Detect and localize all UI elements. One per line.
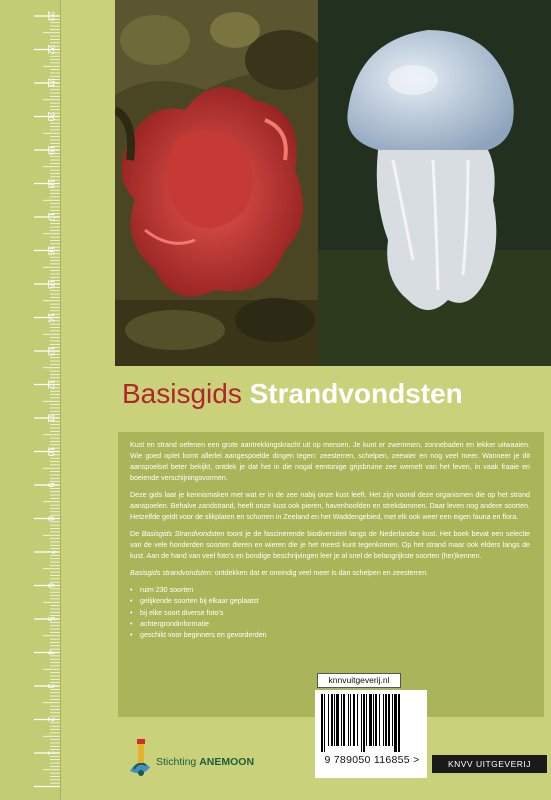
feature-list: [130, 585, 530, 641]
barcode-bar: [369, 694, 372, 746]
barcode-bar: [398, 694, 400, 752]
paragraph-4: [130, 568, 530, 579]
title-part2: Strandvondsten: [249, 378, 463, 409]
paragraph-4-rest: ontdekken dat er oneindig veel meer is dan schelpen en zeesterren.: [212, 569, 429, 577]
ruler-number: 15: [46, 278, 56, 290]
feature-item: • geschikt voor beginners en gevorderden: [130, 630, 530, 641]
ruler-number: 18: [46, 178, 56, 189]
paragraph-1: Kust en strand oefenen een grote aantrekkingskracht uit op mensen. Je kunt er zwemmen, zonnebaden en lekker uitwaaien. Wie goed oplet komt allerlei aangespoelde dingen tegen: zeesterren, schelpen, zeewier en nog veel meer. Wanneer je dit aanspoelsel beter bekijkt, ontdek je dat het in die nogal eentonige grijsbruine zee wemelt van het leven, in vaak fraaie en boeiende verschijningsvormen.: [130, 441, 530, 482]
book-title: [122, 378, 542, 410]
ruler-number: 17: [46, 211, 56, 223]
barcode-bar: [341, 694, 342, 746]
ruler-number: 9: [46, 482, 56, 488]
title-part1: Basisgids: [122, 378, 242, 409]
ruler-number: 20: [46, 111, 56, 122]
jellyfish-photo: [318, 0, 551, 366]
ruler-number: 14: [46, 312, 56, 323]
ruler-number: 13: [46, 345, 56, 357]
publisher-logo: KNVV UITGEVERIJ: [432, 755, 547, 773]
description-text: [130, 440, 530, 641]
barcode-bars: [321, 694, 421, 752]
ruler-number: 1: [46, 750, 56, 756]
feature-item: • ruim 230 soorten: [130, 585, 530, 596]
anemoon-name: [156, 756, 254, 768]
paragraph-4-book-name: Basisgids strandvondsten:: [130, 569, 213, 577]
barcode-bar: [366, 694, 367, 746]
ruler-number: 10: [46, 446, 56, 457]
barcode-bar: [334, 694, 335, 746]
ruler-number: 6: [46, 582, 56, 589]
anemoon-name-part2: ANEMOON: [199, 756, 255, 768]
barcode-bar: [388, 694, 390, 746]
barcode-bar: [357, 694, 358, 746]
ruler-number: 3: [46, 683, 56, 689]
barcode-bar: [336, 694, 339, 746]
barcode-bar: [321, 694, 323, 752]
ruler-number: 22: [46, 44, 56, 55]
paragraph-3-book-name: Basisgids Strandvondsten: [141, 530, 225, 538]
website-label: knnvuitgeverij.nl: [317, 673, 401, 688]
ruler-number: 11: [46, 413, 56, 423]
paragraph-3-prefix: De: [130, 530, 142, 538]
barcode-bar: [375, 694, 377, 746]
barcode-bar: [373, 694, 374, 746]
barcode-bar: [361, 694, 362, 752]
barcode-bar: [353, 694, 355, 746]
barcode-bar: [328, 694, 329, 746]
anemoon-name-part1: Stichting: [156, 756, 200, 768]
anemoon-lighthouse-icon: [126, 737, 154, 777]
barcode-bar: [392, 694, 393, 746]
barcode-bar: [385, 694, 387, 746]
ruler: [0, 0, 61, 800]
barcode-bar: [343, 694, 345, 746]
ruler-number: 23: [46, 10, 56, 22]
ruler-number: 4: [46, 649, 56, 656]
barcode-bar: [324, 694, 325, 752]
ruler-number: 5: [46, 616, 56, 622]
barcode-bar: [348, 694, 349, 746]
ruler-number: 12: [46, 379, 56, 390]
barcode-bar: [379, 694, 380, 746]
ruler-number: 7: [46, 549, 56, 555]
ruler-number: 19: [46, 144, 56, 156]
barcode-bar: [350, 694, 351, 746]
paragraph-3: [130, 529, 530, 562]
ruler-number: 8: [46, 515, 56, 522]
barcode-bar: [363, 694, 365, 752]
feature-item: • bij elke soort diverse foto's: [130, 608, 530, 619]
feature-item: • achtergrondinformatie: [130, 619, 530, 630]
barcode-number: 9 789050 116855 >: [324, 754, 420, 766]
ruler-scale: [0, 0, 60, 800]
paragraph-3-rest: toont je de fascinerende biodiversiteit langs de Nederlandse kust. Het boek bevat een selectie van de vele honderden soorten dieren en wieren die je het meest kunt tegenkomen. Op het strand maar ook elders langs de kust. Aan de hand van veel foto's en bondige beschrijvingen leer je al snel de belangrijkste soorten (her)kennen.: [130, 530, 530, 560]
ruler-number: 21: [46, 77, 56, 89]
anemoon-logo: [126, 737, 286, 777]
paragraph-2: Deze gids laat je kennismaken met wat er in de zee nabij onze kust leeft. Het zijn vooral deze organismen die op het strand aanspoelen. Behalve zandstrand, heeft onze kust ook pieren, havenhoofden en strekdammen. Daar leven nog andere soorten. Hetzelfde geldt voor de slikplaten en schorren in Zeeland en het Waddengebied, met elk ook weer een eigen fauna en flora.: [130, 491, 530, 521]
feature-item: • gelijkende soorten bij elkaar geplaatst: [130, 596, 530, 607]
barcode-bar: [331, 694, 333, 746]
barcode-bar: [383, 694, 384, 746]
seaweed-photo: [115, 0, 320, 366]
barcode-bar: [394, 694, 397, 752]
ruler-number: 2: [46, 716, 56, 723]
isbn-barcode: [315, 690, 427, 778]
ruler-number: 16: [46, 245, 56, 256]
